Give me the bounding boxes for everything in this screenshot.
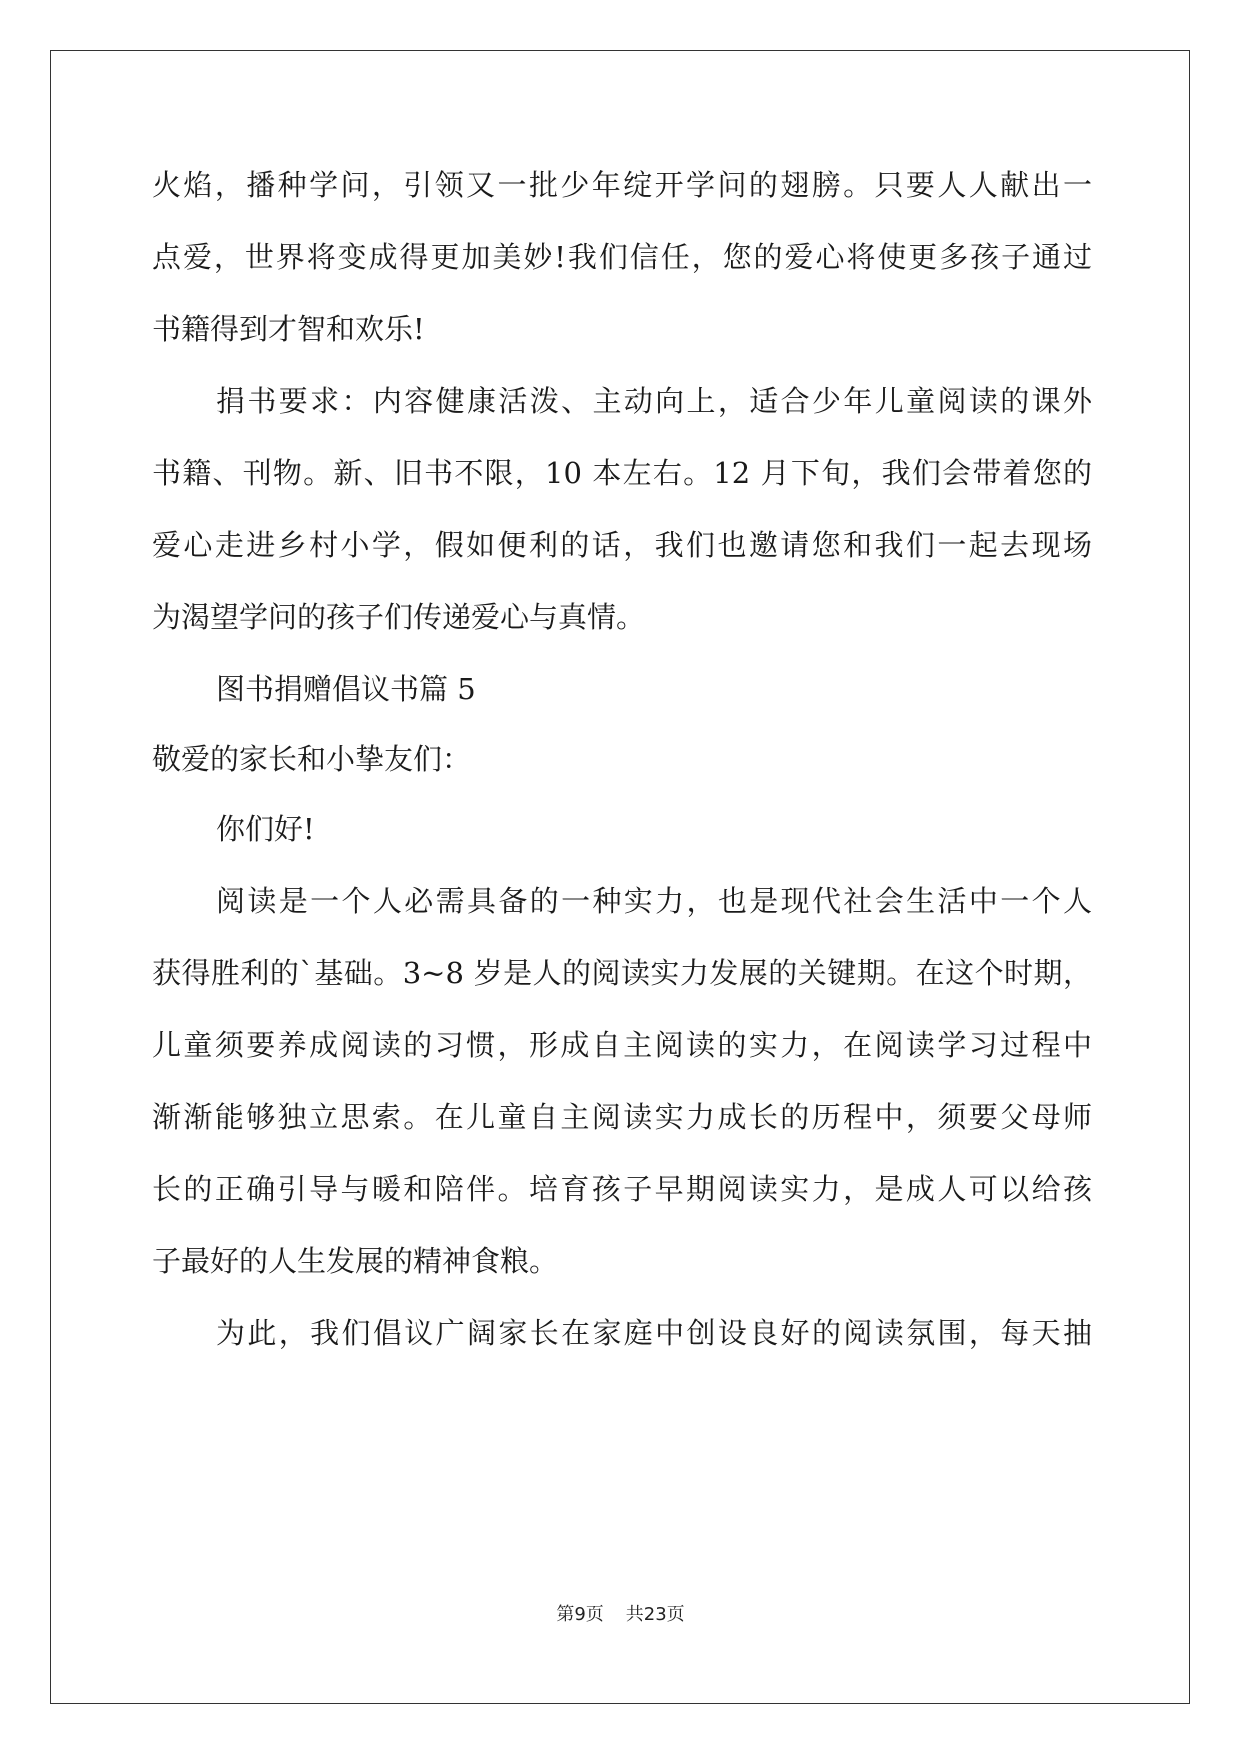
paragraph-3-line-5: 长的正确引导与暖和陪伴。培育孩子早期阅读实力，是成人可以给孩 [152, 1172, 1092, 1206]
paragraph-3-line-6: 子最好的人生发展的精神食粮。 [152, 1244, 559, 1278]
page-unit: 页 [585, 1604, 604, 1625]
paragraph-3-line-4: 渐渐能够独立思索。在儿童自主阅读实力成长的历程中，须要父母师 [152, 1100, 1092, 1134]
page-prefix: 第 [556, 1604, 575, 1625]
greeting: 你们好! [216, 812, 315, 846]
paragraph-3-line-1: 阅读是一个人必需具备的一种实力，也是现代社会生活中一个人 [216, 884, 1092, 918]
total-unit: 页 [666, 1604, 685, 1625]
paragraph-1-line-2: 点爱，世界将变成得更加美妙!我们信任，您的爱心将使更多孩子通过 [152, 240, 1092, 274]
paragraph-3-line-3: 儿童须要养成阅读的习惯，形成自主阅读的实力，在阅读学习过程中 [152, 1028, 1092, 1062]
paragraph-2-line-1: 捐书要求：内容健康活泼、主动向上，适合少年儿童阅读的课外 [216, 384, 1092, 418]
total-prefix: 共 [625, 1604, 644, 1625]
salutation: 敬爱的家长和小挚友们： [152, 742, 472, 776]
page-total-number: 23 [643, 1604, 667, 1625]
section-title: 图书捐赠倡议书篇 5 [216, 672, 476, 706]
page-footer [0, 1600, 1241, 1630]
paragraph-1-line-3: 书籍得到才智和欢乐! [152, 312, 425, 346]
paragraph-4-line-1: 为此，我们倡议广阔家长在家庭中创设良好的阅读氛围，每天抽 [216, 1316, 1092, 1350]
paragraph-3-line-2: 获得胜利的`基础。3~8 岁是人的阅读实力发展的关键期。在这个时期， [152, 956, 1092, 990]
paragraph-1-line-1: 火焰，播种学问，引领又一批少年绽开学问的翅膀。只要人人献出一 [152, 168, 1092, 202]
page-current-number: 9 [574, 1604, 586, 1625]
paragraph-2-line-3: 爱心走进乡村小学，假如便利的话，我们也邀请您和我们一起去现场 [152, 528, 1092, 562]
paragraph-2-line-2: 书籍、刊物。新、旧书不限，10 本左右。12 月下旬，我们会带着您的 [152, 456, 1092, 490]
paragraph-2-line-4: 为渴望学问的孩子们传递爱心与真情。 [152, 600, 646, 634]
